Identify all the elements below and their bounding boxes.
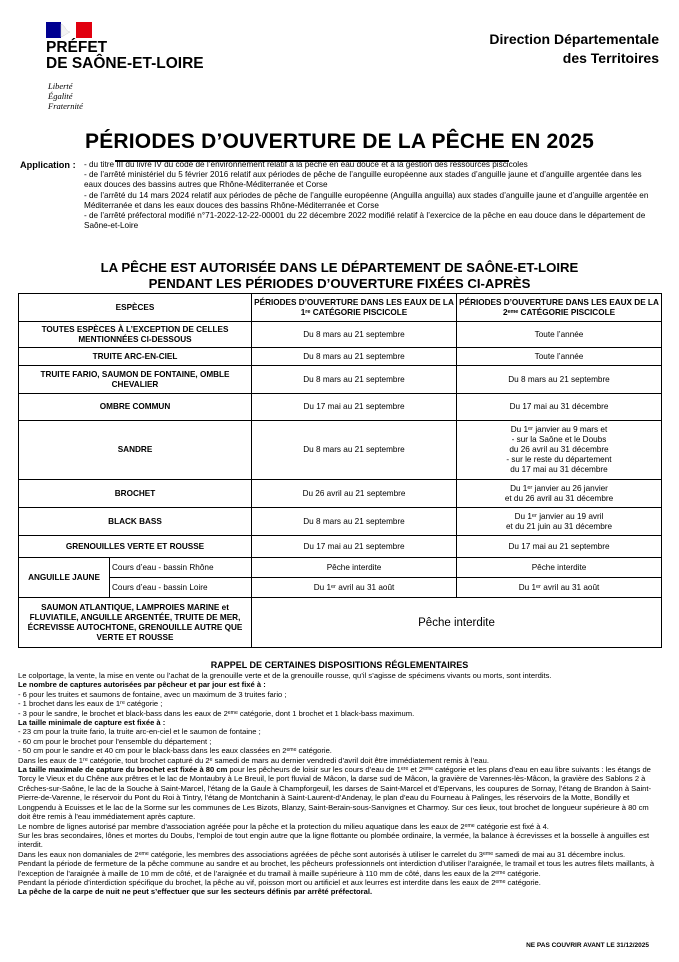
species-cell: GRENOUILLES VERTE ET ROUSSE [19, 536, 252, 558]
application-item: - de l’arrêté du 14 mars 2024 relatif aux périodes de pêche de l’anguille européenne (Anguilla anguilla) aux stades d’anguille jaune et d’anguille argentée en Méditerranée et dans les eaux douces des bassins Rhône-Méditerranée et Corse [84, 190, 649, 210]
devise [48, 81, 83, 111]
species-cell: SAUMON ATLANTIQUE, LAMPROIES MARINE et FLUVIATILE, ANGUILLE ARGENTÉE, TRUITE DE MER, ÉCREVISSE AUTOCHTONE, GRENOUILLE AUTRE QUE VERTE ET ROUSSE [19, 598, 252, 648]
cat1-cell: Du 8 mars au 21 septembre [252, 508, 457, 536]
table-row [19, 366, 662, 394]
table-row [19, 322, 662, 348]
table-row-anguille-loire [19, 578, 662, 598]
rappel-captures-item: - 1 brochet dans les eaux de 1ʳᵉ catégorie ; [18, 699, 163, 709]
species-cell: SANDRE [19, 421, 252, 480]
rappel-body [18, 671, 662, 897]
rappel-captures-item: - 6 pour les truites et saumons de fontaine, avec un maximum de 3 truites fario ; [18, 689, 287, 699]
footer-notice: NE PAS COUVRIR AVANT LE 31/12/2025 [526, 942, 649, 949]
rappel-paragraph: Dans les eaux non domaniales de 2ᵉᵐᵉ catégorie, les membres des associations agréées de pêche sont autorisés à utiliser le carrelet du 3ᵉᵐᵉ samedi de mai au 31 décembre inclus. [18, 849, 626, 859]
page-title: PÉRIODES D’OUVERTURE DE LA PÊCHE EN 2025 [84, 130, 594, 153]
cat1-cell: Pêche interdite [252, 558, 457, 578]
cat2-cell: Du 17 mai au 31 décembre [457, 394, 662, 421]
application-item: - du titre III du livre IV du code de l’environnement relatif à la pêche en eau douce et à la gestion des ressources piscicoles [84, 160, 528, 169]
rappel-taille-title: La taille minimale de capture est fixée à : [18, 718, 166, 728]
rappel-captures-item: - 3 pour le sandre, le brochet et black-bass dans les eaux de 2ᵉᵐᵉ catégorie, dont 1 brochet et 1 black-bass maximum. [18, 708, 415, 718]
bassin-loire-label: Cours d’eau - bassin Loire [110, 578, 252, 598]
table-row [19, 508, 662, 536]
cat1-cell: Du 8 mars au 21 septembre [252, 322, 457, 348]
cat2-cell: Du 1ᵉʳ janvier au 19 avril et du 21 juin au 31 décembre [457, 508, 662, 536]
rappel-taille-max-rest: pour les pêcheurs de loisir sur les cours d’eau de 1ᵉʳᵉ et 2ᵉᵐᵉ catégorie et les plans d’eau en eau libre suivants : les étangs de Torcy le Vieux et du Chêne aux prêtres et le lac de Montaubry à Le Breuil, le port fluvial de Mâcon, la darse sud de Mâcon, la gravière de Varennes-lès-Mâcon, la gravière des Sablons 2 à Crêches-sur-Saône, le lac de la Souche à Saint-Marcel, l’étang de la Gaule à Champforgeuil, les darses de Saint-Marcel et d’Epervans, les coupures de Sornay, l’étang de Brandon à Saint-Pierre-de-Varenne, le réservoir du Pont du Roi à Tintry, l’étang de Montchanin à Saint-Laurent-d’Andenay, le plan d’eau du Fourneau à Palinges, les réservoirs de la Motte, Bondilly et Longpendu à Ecuisses et le lac de la Sorme sur les communes de Les Bizots, Blanzy, Saint-Berain-sous-Sanvignes et Charmoy. Sur ces lieux, tout brochet de longueur supérieure à 80 cm doit être remis à l’eau immédiatement après capture. [18, 765, 652, 822]
devise-fraternite: Fraternité [48, 101, 83, 111]
species-cell: BROCHET [19, 480, 252, 508]
cat1-cell: Du 8 mars au 21 septembre [252, 366, 457, 394]
rappel-paragraph: Sur les bras secondaires, lônes et mortes du Doubs, l’emploi de tout engin autre que la ligne flottante ou plombée ordinaire, la vermée, la balance à écrevisses et la bosselle à anguilles est interdit. [18, 830, 650, 850]
devise-egalite: Égalité [48, 91, 73, 101]
header-cat1: PÉRIODES D’OUVERTURE DANS LES EAUX DE LA 1ʳᵉ CATÉGORIE PISCICOLE [252, 294, 457, 322]
prefet-line-1: PRÉFET [46, 39, 108, 56]
section-title-line-2: PENDANT LES PÉRIODES D’OUVERTURE FIXÉES CI-APRÈS [148, 275, 531, 291]
cat1-cell: Du 8 mars au 21 septembre [252, 421, 457, 480]
rappel-taille-item: - 23 cm pour la truite fario, la truite arc-en-ciel et le saumon de fontaine ; [18, 727, 261, 737]
peche-interdite-cell: Pêche interdite [252, 598, 662, 648]
rappel-taille-item: - 60 cm pour le brochet pour l’ensemble du département ; [18, 736, 212, 746]
application-item: - de l’arrêté ministériel du 5 février 2016 relatif aux périodes de pêche de l’anguille européenne aux stades d’anguille jaune et d’anguille argentée dans les eaux douces des bassins autres que Rhône-Méditerranée et Corse [84, 170, 642, 190]
cat2-cell: Du 17 mai au 21 septembre [457, 536, 662, 558]
cat2-cell: Toute l’année [457, 348, 662, 366]
rappel-taille-item: - 50 cm pour le sandre et 40 cm pour le black-bass dans les eaux classées en 2ᵉᵐᵉ catégorie. [18, 746, 332, 756]
table-row [19, 536, 662, 558]
rappel-paragraph: Le nombre de lignes autorisé par membre d’association agréée pour la pêche et la protection du milieu aquatique dans les eaux de 2ᵉᵐᵉ catégorie est fixé à 4. [18, 821, 549, 831]
direction-line-1: Direction Départementale [489, 31, 659, 47]
cat2-cell: Pêche interdite [457, 558, 662, 578]
species-cell: OMBRE COMMUN [19, 394, 252, 421]
species-cell: TRUITE FARIO, SAUMON DE FONTAINE, OMBLE CHEVALIER [19, 366, 252, 394]
table-header-row [19, 294, 662, 322]
table-row [19, 480, 662, 508]
section-title [0, 260, 679, 291]
section-title-line-1: LA PÊCHE EST AUTORISÉE DANS LE DÉPARTEMENT DE SAÔNE-ET-LOIRE [100, 260, 579, 275]
rappel-title: RAPPEL DE CERTAINES DISPOSITIONS RÉGLEMENTAIRES [210, 660, 469, 670]
rappel-carpe: La pêche de la carpe de nuit ne peut s’effectuer que sur les secteurs définis par arrêté préfectoral. [18, 887, 373, 897]
cat1-cell: Du 26 avril au 21 septembre [252, 480, 457, 508]
application-list [84, 160, 654, 231]
species-cell: TRUITE ARC-EN-CIEL [19, 348, 252, 366]
bassin-rhone-label: Cours d’eau - bassin Rhône [110, 558, 252, 578]
rappel-taille-max-bold: La taille maximale de capture du brochet est fixée à 80 cm [18, 765, 228, 775]
species-cell: TOUTES ESPÈCES À L’EXCEPTION DE CELLES MENTIONNÉES CI-DESSOUS [19, 322, 252, 348]
rappel-captures-title: Le nombre de captures autorisées par pêcheur et par jour est fixé à : [18, 680, 266, 690]
cat1-cell: Du 8 mars au 21 septembre [252, 348, 457, 366]
species-cell: BLACK BASS [19, 508, 252, 536]
cat2-cell: Du 1ᵉʳ janvier au 9 mars et - sur la Saône et le Doubs du 26 avril au 31 décembre - sur le reste du département du 17 mai au 31 décembre [457, 421, 662, 480]
rappel-paragraph: Pendant la période d’interdiction spécifique du brochet, la pêche au vif, poisson mort ou artificiel et aux leurres est interdite dans les eaux de 2ᵉᵐᵉ catégorie. [18, 877, 541, 887]
table-row-last [19, 598, 662, 648]
table-row [19, 394, 662, 421]
cat1-cell: Du 17 mai au 21 septembre [252, 394, 457, 421]
header-cat2: PÉRIODES D’OUVERTURE DANS LES EAUX DE LA 2ᵉᵐᵉ CATÉGORIE PISCICOLE [457, 294, 662, 322]
table-row [19, 421, 662, 480]
table-row-anguille-rhone [19, 558, 662, 578]
direction-heading [419, 30, 659, 68]
republique-logo-flag-icon [46, 22, 92, 38]
cat2-cell: Toute l’année [457, 322, 662, 348]
prefet-line-2: DE SAÔNE-ET-LOIRE [46, 55, 204, 72]
opening-periods-table [18, 293, 662, 648]
rappel-paragraph: Pendant la période de fermeture de la pêche commune au sandre et au brochet, les pêcheurs professionnels ont interdiction d’utiliser l’araignée, le tramail et tous les autres filets maillants, à l’exception de l’araignée à maille de 10 mm de côté, et de l’araignée et du tramail à maille supérieure à 110 mm de côté, dans les eaux de la 2ᵉᵐᵉ catégorie. [18, 859, 655, 878]
table-row [19, 348, 662, 366]
cat2-cell: Du 8 mars au 21 septembre [457, 366, 662, 394]
header-especes: ESPÈCES [19, 294, 252, 322]
cat1-cell: Du 1ᵉʳ avril au 31 août [252, 578, 457, 598]
rappel-paragraph: Dans les eaux de 1ʳᵉ catégorie, tout brochet capturé du 2ᵉ samedi de mars au dernier vendredi d’avril doit être immédiatement remis à l’eau. [18, 755, 489, 765]
cat2-cell: Du 1ᵉʳ avril au 31 août [457, 578, 662, 598]
cat2-cell: Du 1ᵉʳ janvier au 26 janvier et du 26 avril au 31 décembre [457, 480, 662, 508]
species-cell-anguille: ANGUILLE JAUNE [19, 558, 110, 598]
cat1-cell: Du 17 mai au 21 septembre [252, 536, 457, 558]
direction-line-2: des Territoires [562, 50, 659, 66]
rappel-taille-max [18, 765, 662, 821]
devise-liberte: Liberté [48, 81, 73, 91]
prefet-logo-text [46, 40, 266, 72]
rappel-paragraph: Le colportage, la vente, la mise en vente ou l’achat de la grenouille verte et de la grenouille rousse, qu’il s’agisse de spécimens vivants ou morts, sont interdits. [18, 671, 552, 680]
application-label: Application : [20, 160, 76, 170]
application-item: - de l’arrêté préfectoral modifié n°71-2022-12-22-00001 du 22 décembre 2022 modifié relatif à l’exercice de la pêche en eau douce dans le département de Saône-et-Loire [84, 211, 646, 231]
